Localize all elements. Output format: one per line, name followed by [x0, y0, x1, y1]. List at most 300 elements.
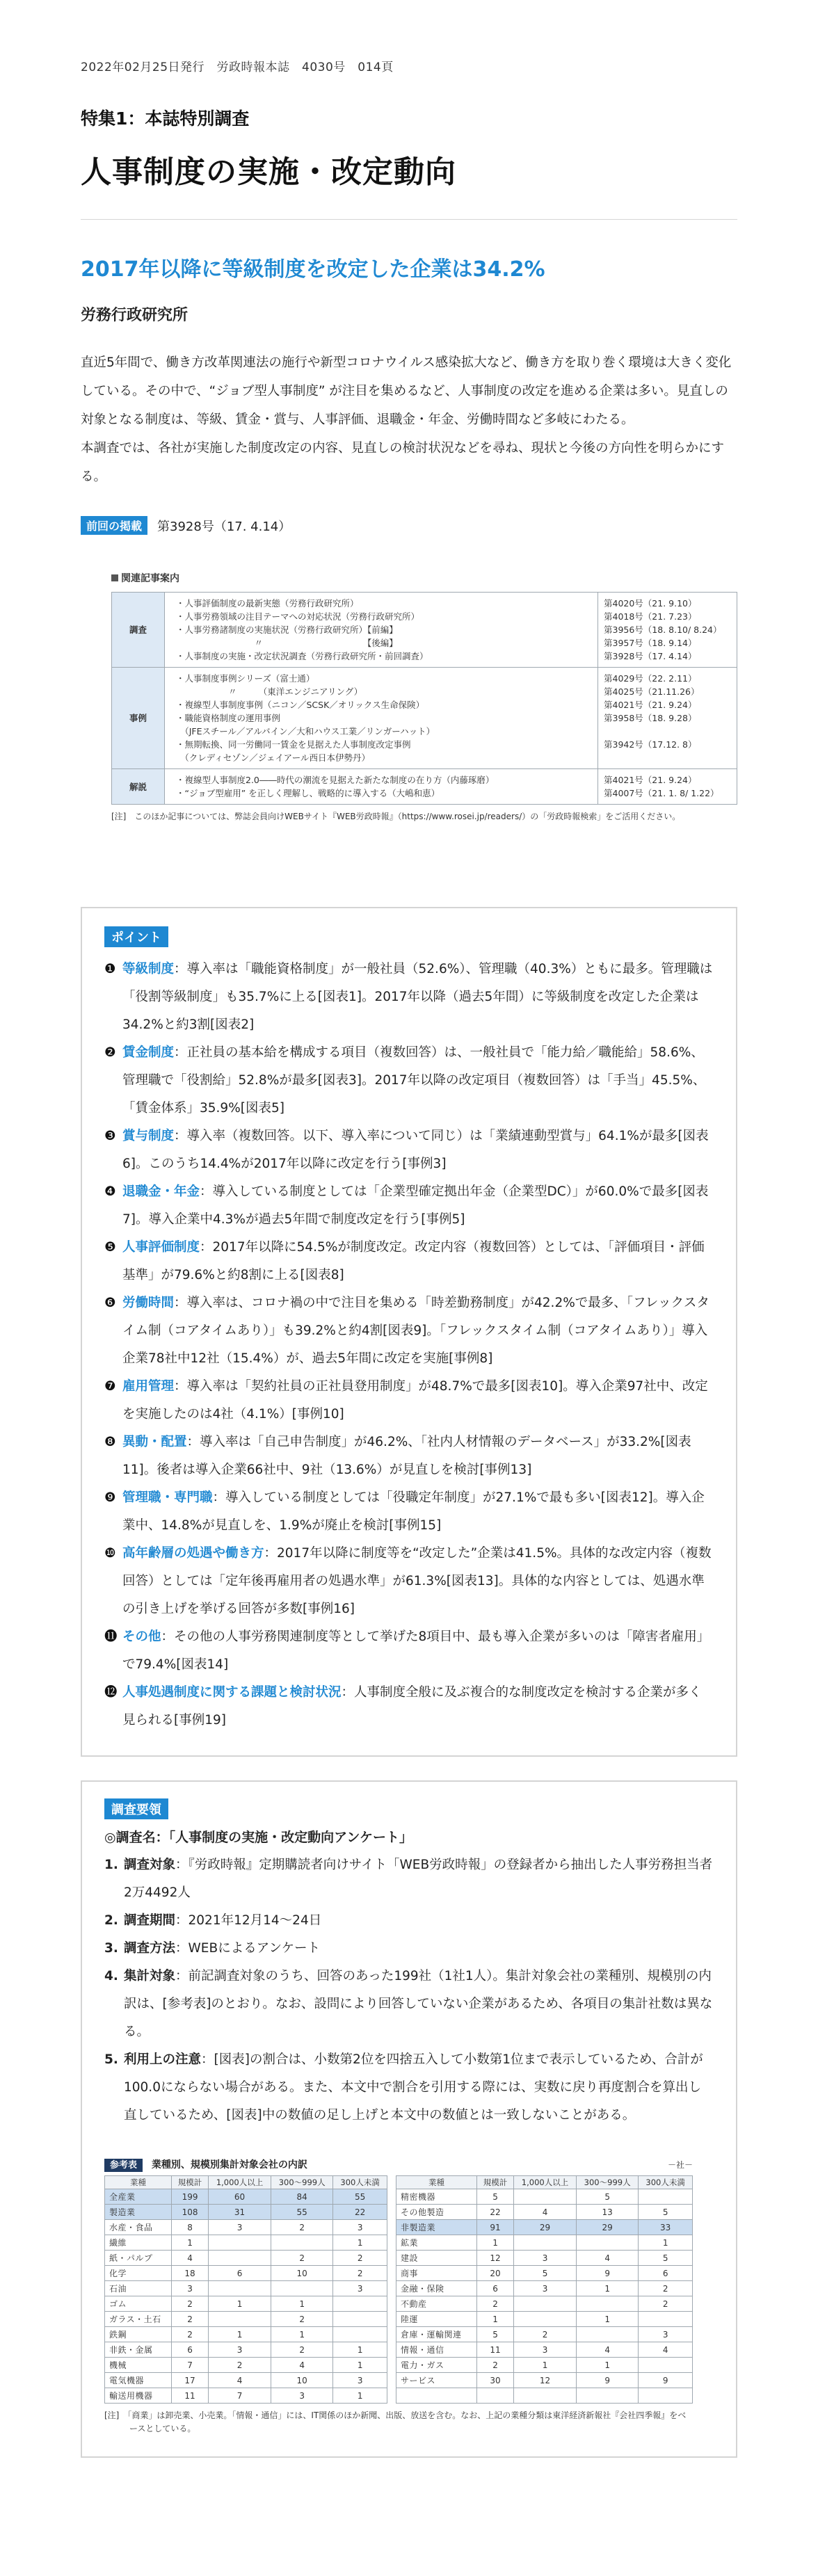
sample-row [105, 2266, 693, 2281]
point-body [122, 1623, 714, 1679]
sample-cell: 2 [271, 2220, 333, 2235]
point-number: ❷ [104, 1045, 116, 1060]
sample-table-unit: －社－ [667, 2159, 693, 2170]
sample-cell: 2 [639, 2296, 693, 2312]
sample-cell: 4 [209, 2373, 271, 2388]
sample-cell: 33 [639, 2220, 693, 2235]
sample-cell: 18 [172, 2266, 209, 2281]
table-gap [387, 2266, 396, 2281]
sample-row [105, 2281, 693, 2296]
sample-row [105, 2388, 693, 2404]
sample-cell: 3 [514, 2251, 577, 2266]
survey-item-body [124, 1851, 714, 1907]
related-items [165, 769, 598, 805]
sample-cell [576, 2235, 638, 2251]
sample-cell [333, 2327, 387, 2342]
point-text: ：導入率は「契約社員の正社員登用制度」が48.7%で最多[図表10]。導入企業97社中、改定を実施したのは4社（4.1%）[事例10] [122, 1379, 708, 1422]
sample-cell: 2 [333, 2251, 387, 2266]
sample-cell: 3 [271, 2388, 333, 2404]
related-item: ・人事労務領域の注目テーマへの対応状況（労務行政研究所） [176, 611, 420, 622]
sample-cell [639, 2388, 693, 2404]
related-item: （クレディセゾン／ジェイアール西日本伊勢丹） [176, 752, 371, 763]
industry-name: 不動産 [396, 2296, 476, 2312]
point-item [104, 1373, 714, 1428]
related-issue-number: 第4021号（21. 9.24） [604, 700, 697, 710]
survey-item [104, 1963, 714, 2046]
table-gap [387, 2235, 396, 2251]
page-bottom-spacer [81, 2458, 737, 2534]
sample-row [105, 2327, 693, 2342]
sample-cell: 4 [576, 2342, 638, 2358]
point-text: ：導入している制度としては「役職定年制度」が27.1%で最も多い[図表12]。導入企業中、14.8%が見直しを、1.9%が廃止を検討[事例15] [122, 1490, 705, 1533]
sample-cell [333, 2296, 387, 2312]
industry-name: 製造業 [105, 2205, 172, 2220]
sample-cell [209, 2312, 271, 2327]
related-category: 調査 [112, 593, 165, 668]
sample-cell [514, 2296, 577, 2312]
intro-paragraph: 本調査では、各社が実施した制度改定の内容、見直しの検討状況などを尋ね、現状と今後の方向性を明らかにする。 [81, 441, 725, 484]
sample-cell [639, 2312, 693, 2327]
sample-cell: 2 [172, 2296, 209, 2312]
sample-row [105, 2312, 693, 2327]
survey-item-text: ：WEBによるアンケート [175, 1941, 321, 1956]
related-category: 解説 [112, 769, 165, 805]
point-key: 賃金制度 [122, 1045, 175, 1060]
related-issue-number [604, 751, 731, 764]
point-number: ⓬ [104, 1685, 118, 1700]
point-number: ❼ [104, 1379, 116, 1394]
point-key: 異動・配置 [122, 1435, 187, 1449]
sample-cell: 3 [333, 2281, 387, 2296]
sample-cell: 7 [172, 2358, 209, 2373]
survey-item-key: 調査期間 [124, 1913, 176, 1928]
sample-row [105, 2358, 693, 2373]
sample-cell: 2 [333, 2266, 387, 2281]
sample-cell: 1 [576, 2281, 638, 2296]
sample-cell: 6 [209, 2266, 271, 2281]
related-item: 〃 【後編】 [176, 638, 398, 648]
sample-cell: 1 [639, 2235, 693, 2251]
points-list [104, 956, 714, 1734]
sample-table-title: 業種別、規模別集計対象会社の内訳 [151, 2159, 307, 2171]
sample-table-head-row [105, 2176, 693, 2189]
related-row [112, 593, 737, 668]
survey-item [104, 1935, 714, 1963]
point-body [122, 1679, 714, 1734]
table-gap [387, 2296, 396, 2312]
sample-cell: 30 [476, 2373, 513, 2388]
previous-issue [81, 516, 737, 535]
sample-cell: 1 [271, 2296, 333, 2312]
industry-name: 機械 [105, 2358, 172, 2373]
point-key: 雇用管理 [122, 1379, 175, 1394]
table-gap [387, 2176, 396, 2189]
survey-name: ◎調査名：「人事制度の実施・改定動向アンケート」 [104, 1830, 412, 1845]
survey-box [81, 1780, 737, 2458]
point-number: ❹ [104, 1184, 116, 1199]
sample-cell [514, 2312, 577, 2327]
point-body [122, 1428, 714, 1484]
sample-row [105, 2205, 693, 2220]
industry-name: その他製造 [396, 2205, 476, 2220]
industry-name: 石油 [105, 2281, 172, 2296]
table-gap [387, 2251, 396, 2266]
point-number: ❿ [104, 1546, 116, 1561]
table-gap [387, 2281, 396, 2296]
sample-cell [576, 2296, 638, 2312]
col-header-industry: 業種 [105, 2176, 172, 2189]
survey-item-text: ：『労政時報』定期購読者向けサイト「WEB労政時報」の登録者から抽出した人事労務担当者2万4492人 [124, 1858, 713, 1900]
survey-item [104, 1851, 714, 1907]
sample-table-title-wrap [104, 2157, 307, 2171]
point-item [104, 1484, 714, 1540]
page-title: 人事制度の実施・改定動向 [81, 154, 456, 190]
sample-cell: 4 [514, 2205, 577, 2220]
sample-cell: 2 [514, 2327, 577, 2342]
point-item [104, 1234, 714, 1289]
table-gap [387, 2373, 396, 2388]
point-key: 高年齢層の処遇や働き方 [122, 1546, 264, 1561]
related-items [165, 668, 598, 769]
table-gap [387, 2388, 396, 2404]
sample-cell: 9 [639, 2373, 693, 2388]
sample-cell: 12 [514, 2373, 577, 2388]
related-issue-number: 第4007号（21. 1. 8/ 1.22） [604, 788, 719, 798]
sample-row [105, 2189, 693, 2205]
sample-table-figure [104, 2157, 693, 2436]
col-header-total: 規模計 [476, 2176, 513, 2189]
point-item [104, 1289, 714, 1373]
article-author: 労務行政研究所 [81, 307, 189, 324]
industry-name: 電力・ガス [396, 2358, 476, 2373]
sample-cell: 22 [476, 2205, 513, 2220]
point-body [122, 1039, 714, 1122]
feature-label: 特集1：本誌特別調査 [81, 108, 250, 129]
industry-name: 精密機器 [396, 2189, 476, 2205]
survey-item-key: 集計対象 [124, 1969, 176, 1983]
related-issue-number [604, 725, 731, 738]
industry-name: 非製造業 [396, 2220, 476, 2235]
sample-cell: 2 [271, 2312, 333, 2327]
sample-table [104, 2175, 693, 2404]
sample-cell: 5 [514, 2266, 577, 2281]
col-header-1000plus: 1,000人以上 [209, 2176, 271, 2189]
sample-row [105, 2235, 693, 2251]
industry-name: 陸運 [396, 2312, 476, 2327]
related-item: ・無期転換、同一労働同一賃金を見据えた人事制度改定事例 [176, 739, 411, 750]
point-number: ❺ [104, 1240, 116, 1255]
related-item: 〃 （東洋エンジニアリング） [176, 686, 363, 697]
sample-cell: 3 [639, 2327, 693, 2342]
table-gap [387, 2358, 396, 2373]
industry-name: 倉庫・運輸関連 [396, 2327, 476, 2342]
title-divider [81, 219, 737, 220]
sample-cell: 3 [209, 2220, 271, 2235]
sample-cell: 2 [209, 2358, 271, 2373]
sample-cell: 1 [333, 2388, 387, 2404]
publication-info: 2022年02月25日発行 労政時報本誌 4030号 014頁 [81, 61, 394, 74]
related-item: （JFEスチール／アルバイン／大和ハウス工業／リンガーハット） [176, 726, 435, 736]
related-issue-number: 第3958号（18. 9.28） [604, 713, 697, 723]
sample-cell [639, 2358, 693, 2373]
sample-cell: 22 [333, 2205, 387, 2220]
point-text: ：導入率（複数回答。以下、導入率について同じ）は「業績連動型賞与」64.1%が最多[図表6]。このうち14.4%が2017年以降に改定を行う[事例3] [122, 1129, 709, 1171]
sample-cell: 84 [271, 2189, 333, 2205]
point-item [104, 1428, 714, 1484]
sample-cell: 91 [476, 2220, 513, 2235]
sample-cell: 1 [271, 2327, 333, 2342]
related-issue-number: 第3942号（17.12. 8） [604, 739, 697, 750]
survey-list [104, 1851, 714, 2130]
survey-item-text: ：前記調査対象のうち、回答のあった199社（1社1人）。集計対象会社の業種別、規模別の内訳は、[参考表]のとおり。なお、設問により回答していない企業があるため、各項目の集計社数は異なる。 [124, 1969, 713, 2039]
table-gap [387, 2342, 396, 2358]
related-articles-title-text: 関連記事案内 [121, 573, 179, 584]
intro-paragraph: 直近5年間で、働き方改革関連法の施行や新型コロナウイルス感染拡大など、働き方を取り巻く環境は大きく変化している。その中で、“ジョブ型人事制度” が注目を集めるなど、人事制度の改定を進める企業は多い。見直しの対象となる制度は、等級、賃金・賞与、人事評価、退職金・年金、労働時間など多岐にわたる。 [81, 355, 732, 427]
sample-cell: 13 [576, 2205, 638, 2220]
survey-item-key: 利用上の注意 [124, 2052, 202, 2067]
point-key: その他 [122, 1629, 161, 1644]
industry-name: 情報・通信 [396, 2342, 476, 2358]
sample-cell: 3 [514, 2342, 577, 2358]
point-body [122, 1484, 714, 1540]
sample-cell [333, 2312, 387, 2327]
square-bullet-icon [111, 574, 118, 581]
related-issue-number: 第4021号（21. 9.24） [604, 775, 697, 785]
sample-cell: 9 [576, 2373, 638, 2388]
intro-text [81, 348, 737, 491]
point-item [104, 956, 714, 1039]
related-item: ・人事評価制度の最新実態（労務行政研究所） [176, 598, 359, 609]
sample-cell: 2 [639, 2281, 693, 2296]
survey-item-number: 5. [104, 2052, 118, 2067]
survey-item-text: ：2021年12月14〜24日 [175, 1913, 322, 1928]
sample-cell: 5 [639, 2205, 693, 2220]
point-item [104, 1679, 714, 1734]
sample-cell: 10 [271, 2373, 333, 2388]
sample-cell [514, 2388, 577, 2404]
survey-item-body [124, 1935, 714, 1963]
col-header-1000plus: 1,000人以上 [514, 2176, 577, 2189]
point-number: ❽ [104, 1435, 116, 1449]
sample-cell: 1 [476, 2235, 513, 2251]
related-items [165, 593, 598, 668]
sample-cell: 108 [172, 2205, 209, 2220]
point-body [122, 1289, 714, 1373]
sample-cell: 2 [172, 2327, 209, 2342]
table-gap [387, 2327, 396, 2342]
previous-issue-badge: 前回の掲載 [81, 516, 147, 535]
related-articles-table [111, 592, 737, 805]
industry-name: 非鉄・金属 [105, 2342, 172, 2358]
industry-name: 鉱業 [396, 2235, 476, 2251]
sample-cell: 29 [514, 2220, 577, 2235]
related-issue-number: 第3957号（18. 9.14） [604, 638, 697, 648]
survey-item-number: 1. [104, 1858, 118, 1872]
industry-name: 繊維 [105, 2235, 172, 2251]
sample-cell [639, 2189, 693, 2205]
sample-cell: 2 [476, 2358, 513, 2373]
survey-item-body [124, 1907, 714, 1935]
related-articles-title [111, 571, 737, 585]
sample-cell: 5 [576, 2189, 638, 2205]
sample-cell: 2 [476, 2296, 513, 2312]
survey-item [104, 1907, 714, 1935]
point-item [104, 1623, 714, 1679]
industry-name: 商事 [396, 2266, 476, 2281]
sample-cell [271, 2235, 333, 2251]
sample-cell: 3 [209, 2342, 271, 2358]
col-header-under300: 300人未満 [639, 2176, 693, 2189]
survey-item-body [124, 2046, 714, 2130]
col-header-under300: 300人未満 [333, 2176, 387, 2189]
related-item: ・“ジョブ型雇用” を正しく理解し、戦略的に導入する（大嶋和恵） [176, 788, 440, 798]
related-issue-numbers [598, 668, 737, 769]
sample-row [105, 2220, 693, 2235]
related-issue-numbers [598, 593, 737, 668]
related-articles-figure [111, 571, 737, 823]
point-text: ：正社員の基本給を構成する項目（複数回答）は、一般社員で「能力給／職能給」58.6%、管理職で「役割給」52.8%が最多[図表3]。2017年以降の改定項目（複数回答）は「手当」45.5%、「賃金体系」35.9%[図表5] [122, 1045, 706, 1116]
sample-cell: 1 [476, 2312, 513, 2327]
industry-name: 鉄鋼 [105, 2327, 172, 2342]
point-text: ：人事制度全般に及ぶ複合的な制度改定を検討する企業が多く見られる[事例19] [122, 1685, 702, 1728]
sample-cell: 4 [172, 2251, 209, 2266]
industry-name: 紙・パルプ [105, 2251, 172, 2266]
survey-item-number: 2. [104, 1913, 118, 1928]
sample-cell [209, 2235, 271, 2251]
industry-name: ガラス・土石 [105, 2312, 172, 2327]
sample-cell: 3 [172, 2281, 209, 2296]
sample-row [105, 2342, 693, 2358]
point-body [122, 1122, 714, 1178]
sample-cell: 1 [333, 2342, 387, 2358]
survey-item-number: 3. [104, 1941, 118, 1956]
sample-cell: 3 [333, 2220, 387, 2235]
sample-cell: 1 [209, 2327, 271, 2342]
sample-cell: 10 [271, 2266, 333, 2281]
sample-cell: 1 [209, 2296, 271, 2312]
industry-name: 金融・保険 [396, 2281, 476, 2296]
point-key: 人事処遇制度に関する課題と検討状況 [122, 1685, 342, 1700]
point-number: ⓫ [104, 1629, 118, 1644]
sample-table-label: 参考表 [104, 2159, 143, 2172]
point-item [104, 1178, 714, 1234]
sample-cell: 2 [172, 2312, 209, 2327]
related-issue-number: 第4020号（21. 9.10） [604, 598, 697, 609]
related-issue-number: 第3928号（17. 4.14） [604, 651, 697, 661]
related-row [112, 769, 737, 805]
table-gap [387, 2220, 396, 2235]
sample-cell: 55 [333, 2189, 387, 2205]
sample-cell: 6 [476, 2281, 513, 2296]
related-category: 事例 [112, 668, 165, 769]
related-item: ・複線型人事制度2.0――時代の潮流を見据えた新たな制度の在り方（内藤琢磨） [176, 775, 495, 785]
related-item: ・職能資格制度の運用事例 [176, 713, 281, 723]
sample-cell: 9 [576, 2266, 638, 2281]
industry-name: 化学 [105, 2266, 172, 2281]
sample-cell: 1 [172, 2235, 209, 2251]
sample-cell [576, 2327, 638, 2342]
sample-cell [209, 2281, 271, 2296]
points-box [81, 907, 737, 1757]
points-badge: ポイント [104, 926, 168, 947]
previous-issue-value: 第3928号（17. 4.14） [157, 519, 291, 534]
point-key: 退職金・年金 [122, 1184, 200, 1199]
point-text: ：その他の人事労務関連制度等として挙げた8項目中、最も導入企業が多いのは「障害者雇用」で79.4%[図表14] [122, 1629, 710, 1672]
sample-cell [271, 2281, 333, 2296]
point-text: ：導入している制度としては「企業型確定拠出年金（企業型DC）」が60.0%で最多[図表7]。導入企業中4.3%が過去5年間で制度改定を行う[事例5] [122, 1184, 709, 1227]
point-number: ❾ [104, 1490, 116, 1505]
point-body [122, 1373, 714, 1428]
sample-cell: 60 [209, 2189, 271, 2205]
point-item [104, 1039, 714, 1122]
industry-name: ゴム [105, 2296, 172, 2312]
point-item [104, 1122, 714, 1178]
survey-item [104, 2046, 714, 2130]
survey-item-number: 4. [104, 1969, 118, 1983]
related-item: ・人事制度の実施・改定状況調査（労務行政研究所・前回調査） [176, 651, 428, 661]
sample-row [105, 2251, 693, 2266]
industry-name: 全産業 [105, 2189, 172, 2205]
industry-name: サービス [396, 2373, 476, 2388]
related-articles-note: [注] このほか記事については、弊誌会員向けWEBサイト『WEB労政時報』（https://www.rosei.jp/readers/）の「労政時報検索」をご活用ください。 [111, 812, 681, 821]
col-header-industry: 業種 [396, 2176, 476, 2189]
sample-cell: 17 [172, 2373, 209, 2388]
related-issue-number: 第4029号（22. 2.11） [604, 673, 697, 684]
sample-cell: 5 [476, 2189, 513, 2205]
survey-badge: 調査要領 [104, 1798, 168, 1819]
sample-cell: 1 [514, 2358, 577, 2373]
sample-cell [514, 2189, 577, 2205]
related-issue-number: 第4025号（21.11.26） [604, 686, 700, 697]
sample-cell: 6 [172, 2342, 209, 2358]
point-text: ：導入率は「自己申告制度」が46.2%、「社内人材情報のデータベース」が33.2%[図表11]。後者は導入企業66社中、9社（13.6%）が見直しを検討[事例13] [122, 1435, 691, 1477]
point-key: 賞与制度 [122, 1129, 175, 1143]
sample-cell: 20 [476, 2266, 513, 2281]
col-header-300-999: 300～999人 [271, 2176, 333, 2189]
survey-item-body [124, 1963, 714, 2046]
related-item: ・人事制度事例シリーズ（富士通） [176, 673, 315, 684]
sample-cell: 12 [476, 2251, 513, 2266]
related-issue-numbers [598, 769, 737, 805]
point-item [104, 1540, 714, 1623]
col-header-300-999: 300～999人 [576, 2176, 638, 2189]
point-body [122, 1540, 714, 1623]
point-body [122, 956, 714, 1039]
related-item: ・複線型人事制度事例（ニコン／SCSK／オリックス生命保険） [176, 700, 425, 710]
table-gap [387, 2205, 396, 2220]
industry-name: 水産・食品 [105, 2220, 172, 2235]
related-issue-number: 第4018号（21. 7.23） [604, 611, 697, 622]
sample-cell: 1 [333, 2235, 387, 2251]
sample-cell [476, 2388, 513, 2404]
point-key: 人事評価制度 [122, 1240, 200, 1255]
sample-cell: 6 [639, 2266, 693, 2281]
point-key: 等級制度 [122, 962, 175, 976]
sample-cell: 55 [271, 2205, 333, 2220]
sample-row [105, 2296, 693, 2312]
sample-cell: 4 [576, 2251, 638, 2266]
survey-item-key: 調査方法 [124, 1941, 176, 1956]
survey-item-key: 調査対象 [124, 1858, 176, 1872]
table-gap [387, 2189, 396, 2205]
point-number: ❶ [104, 962, 116, 976]
sample-cell: 11 [172, 2388, 209, 2404]
sample-cell: 3 [514, 2281, 577, 2296]
industry-name [396, 2388, 476, 2404]
sample-cell [576, 2388, 638, 2404]
table-gap [387, 2312, 396, 2327]
point-body [122, 1234, 714, 1289]
